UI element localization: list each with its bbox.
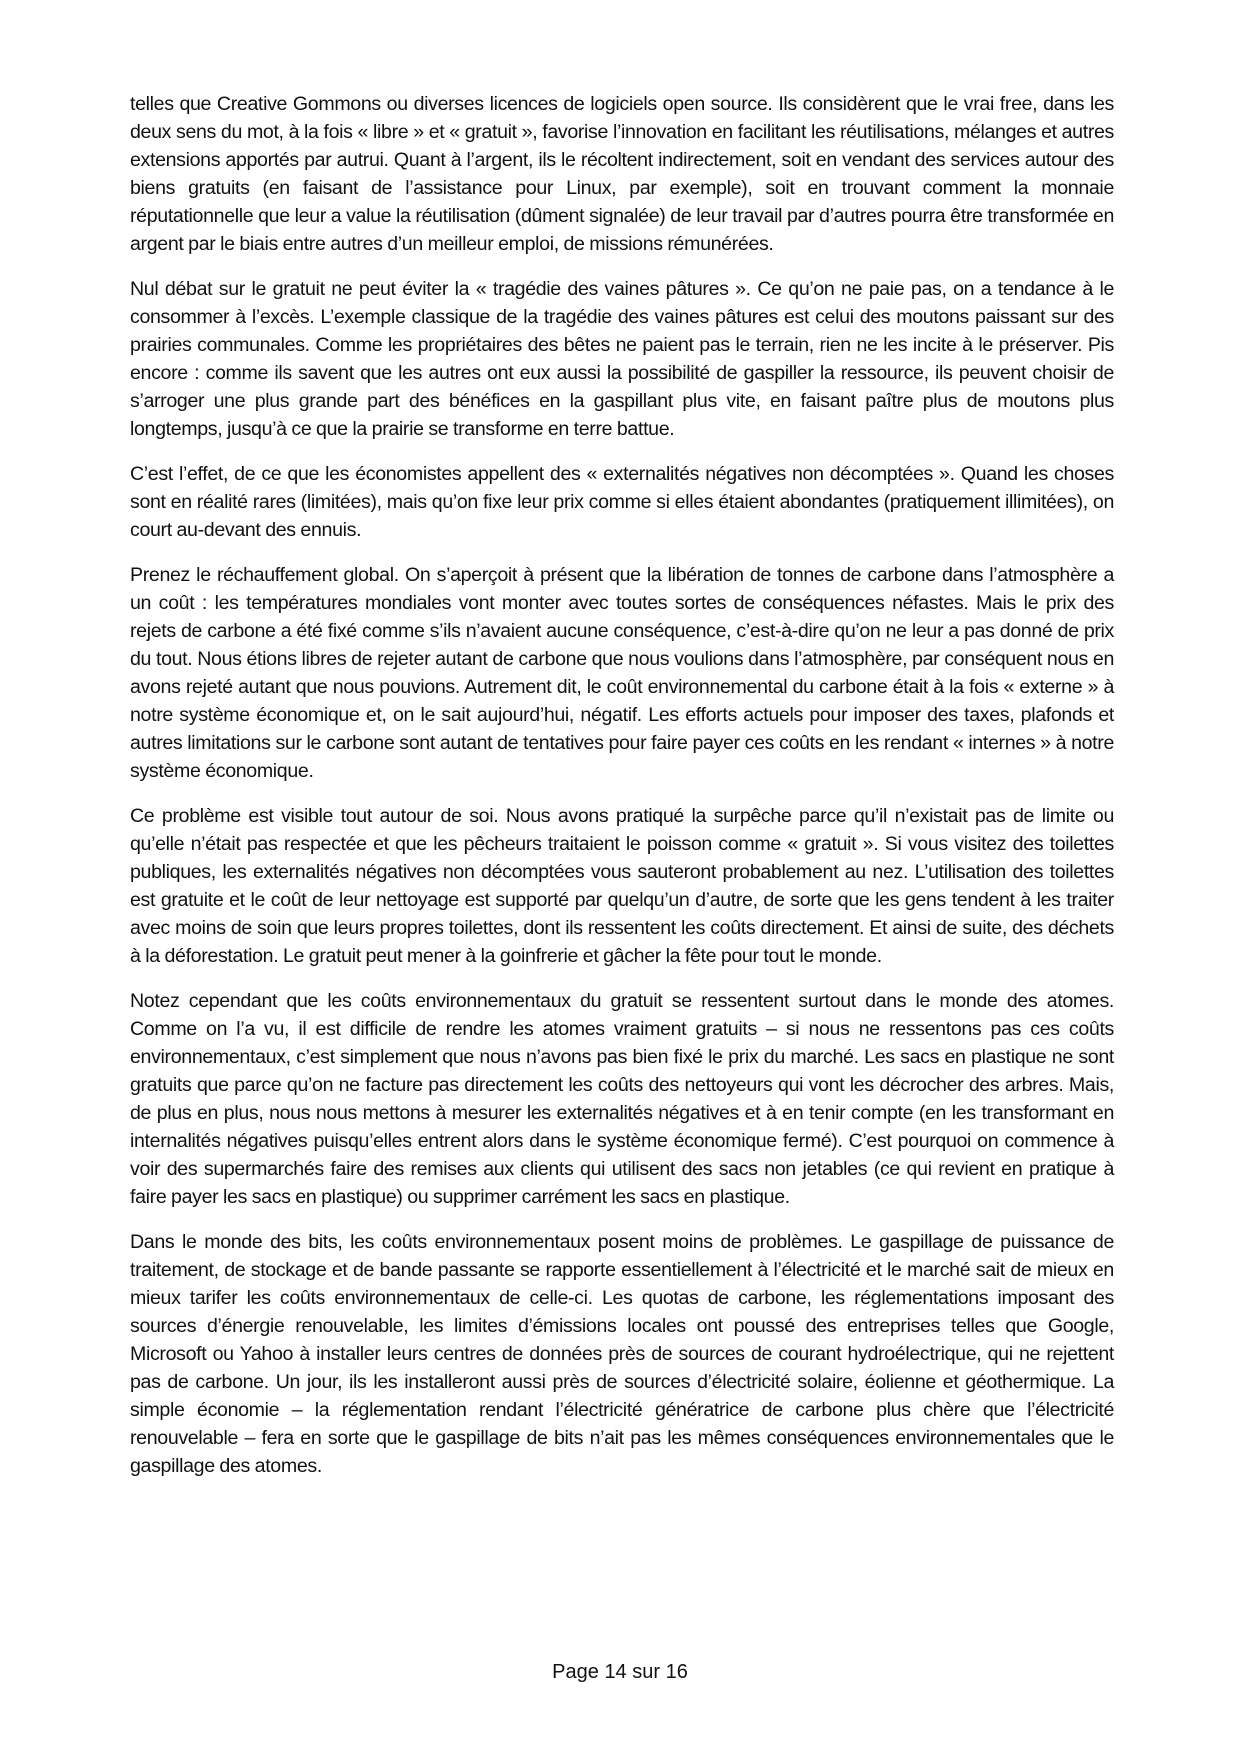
paragraph-3: C’est l’effet, de ce que les économistes appellent des « externalités négatives non décomptées ». Quand les choses sont en réalité rares (limitées), mais qu’on fixe leur prix comme si elles étaient abondantes (pratiquement illimitées), on court au-devant des ennuis. (130, 463, 1114, 541)
paragraph-6: Notez cependant que les coûts environnementaux du gratuit se ressentent surtout dans le monde des atomes. Comme on l’a vu, il est difficile de rendre les atomes vraiment gratuits – si nous ne ressentons pas ces coûts environnementaux, c’est simplement que nous n’avons pas bien fixé le prix du marché. Les sacs en plastique ne sont gratuits que parce qu’on ne facture pas directement les coûts des nettoyeurs qui vont les décrocher des arbres. Mais, de plus en plus, nous nous mettons à mesurer les externalités négatives et à en tenir compte (en les transformant en internalités négatives puisqu’elles entrent alors dans le système économique fermé). C’est pourquoi on commence à voir des supermarchés faire des remises aux clients qui utilisent des sacs non jetables (ce qui revient en pratique à faire payer les sacs en plastique) ou supprimer carrément les sacs en plastique. (130, 990, 1114, 1208)
paragraph-5: Ce problème est visible tout autour de soi. Nous avons pratiqué la surpêche parce qu’il n’existait pas de limite ou qu’elle n’était pas respectée et que les pêcheurs traitaient le poisson comme « gratuit ». Si vous visitez des toilettes publiques, les externalités négatives non décomptées vous sauteront probablement au nez. L’utilisation des toilettes est gratuite et le coût de leur nettoyage est supporté par quelqu’un d’autre, de sorte que les gens tendent à les traiter avec moins de soin que leurs propres toilettes, dont ils ressentent les coûts directement. Et ainsi de suite, des déchets à la déforestation. Le gratuit peut mener à la goinfrerie et gâcher la fête pour tout le monde. (130, 805, 1114, 967)
page-body (130, 90, 1114, 1497)
paragraph-7: Dans le monde des bits, les coûts environnementaux posent moins de problèmes. Le gaspillage de puissance de traitement, de stockage et de bande passante se rapporte essentiellement à l’électricité et le marché sait de mieux en mieux tarifer les coûts environnementaux de celle-ci. Les quotas de carbone, les réglementations imposant des sources d’énergie renouvelable, les limites d’émissions locales ont poussé des entreprises telles que Google, Microsoft ou Yahoo à installer leurs centres de données près de sources de courant hydroélectrique, qui ne rejettent pas de carbone. Un jour, ils les installeront aussi près de sources d’électricité solaire, éolienne et géothermique. La simple économie – la réglementation rendant l’électricité génératrice de carbone plus chère que l’électricité renouvelable – fera en sorte que le gaspillage de bits n’ait pas les mêmes conséquences environnementales que le gaspillage des atomes. (130, 1231, 1114, 1477)
page-number-footer: Page 14 sur 16 (552, 1661, 688, 1683)
paragraph-1: telles que Creative Gommons ou diverses licences de logiciels open source. Ils considèrent que le vrai free, dans les deux sens du mot, à la fois « libre » et « gratuit », favorise l’innovation en facilitant les réutilisations, mélanges et autres extensions apportés par autrui. Quant à l’argent, ils le récoltent indirectement, soit en vendant des services autour des biens gratuits (en faisant de l’assistance pour Linux, par exemple), soit en trouvant comment la monnaie réputationnelle que leur a value la réutilisation (dûment signalée) de leur travail par d’autres pourra être transformée en argent par le biais entre autres d’un meilleur emploi, de missions rémunérées. (130, 93, 1114, 255)
paragraph-4: Prenez le réchauffement global. On s’aperçoit à présent que la libération de tonnes de carbone dans l’atmosphère a un coût : les températures mondiales vont monter avec toutes sortes de conséquences néfastes. Mais le prix des rejets de carbone a été fixé comme s’ils n’avaient aucune conséquence, c’est-à-dire qu’on ne leur a pas donné de prix du tout. Nous étions libres de rejeter autant de carbone que nous voulions dans l’atmosphère, par conséquent nous en avons rejeté autant que nous pouvions. Autrement dit, le coût environnemental du carbone était à la fois « externe » à notre système économique et, on le sait aujourd’hui, négatif. Les efforts actuels pour imposer des taxes, plafonds et autres limitations sur le carbone sont autant de tentatives pour faire payer ces coûts en les rendant « internes » à notre système économique. (130, 564, 1114, 782)
paragraph-2: Nul débat sur le gratuit ne peut éviter la « tragédie des vaines pâtures ». Ce qu’on ne paie pas, on a tendance à le consommer à l’excès. L’exemple classique de la tragédie des vaines pâtures est celui des moutons paissant sur des prairies communales. Comme les propriétaires des bêtes ne paient pas le terrain, rien ne les incite à le préserver. Pis encore : comme ils savent que les autres ont eux aussi la possibilité de gaspiller la ressource, ils peuvent choisir de s’arroger une plus grande part des bénéfices en la gaspillant plus vite, en faisant paître plus de moutons plus longtemps, jusqu’à ce que la prairie se transforme en terre battue. (130, 278, 1114, 440)
